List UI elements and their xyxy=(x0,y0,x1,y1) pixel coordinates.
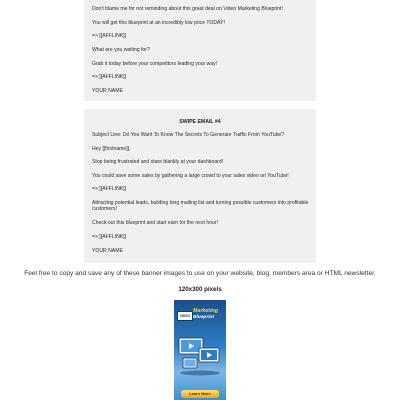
banner-size-label: 120x300 pixels xyxy=(178,286,222,293)
email-signature: YOUR NAME xyxy=(92,248,123,254)
email-signature: YOUR NAME xyxy=(92,88,123,94)
banner-learn-more-button[interactable]: Learn More xyxy=(181,390,219,398)
banner-video-badge: VIDEO xyxy=(177,311,193,321)
email-affiliate-link: => [[AFFLINK]] xyxy=(92,74,126,80)
email-affiliate-link: => [[AFFLINK]] xyxy=(92,186,126,192)
banner-usage-notice: Feel free to copy and save any of these banner images to use on your website, blog, members area or HTML newsletter. xyxy=(24,270,376,277)
email-line: What are you waiting for? xyxy=(92,47,150,53)
email-line: Stop being frustrated and stare blankly at your dashboard! xyxy=(92,159,224,165)
banner-devices-illustration xyxy=(177,334,223,376)
email-line: You could save some sales by gathering a large crowd to your sales video on YouTube! xyxy=(92,173,289,179)
email-subject-line: Subject Line: Do You Want To Know The Secrets To Generate Traffic From YouTube? xyxy=(92,132,285,138)
banner-logo xyxy=(176,303,224,325)
banner-title-line2: Blueprint xyxy=(193,315,215,320)
banner-title-line1: Marketing xyxy=(193,308,219,314)
email-line: You will get this blueprint at an incredibly low price TODAY! xyxy=(92,20,225,26)
email-affiliate-link: => [[AFFLINK]] xyxy=(92,33,126,39)
swipe-email-box-4 xyxy=(84,109,316,263)
email-greeting: Hey [[firstname]], xyxy=(92,146,131,152)
email-line: Attracting potential leads, building long mailing list and turning possible customers into profitable customers! xyxy=(92,200,310,213)
email-line: Check out this blueprint and start earn for the next hour! xyxy=(92,220,219,226)
swipe-email-box-3 xyxy=(84,0,316,101)
email-line: Don't blame me for not reminding about this great deal on Video Marketing Blueprint! xyxy=(92,6,283,12)
email-line: Grab it today before your competitors leading your way! xyxy=(92,61,218,67)
banner-image-120x300[interactable] xyxy=(174,300,226,400)
swipe-email-heading: SWIPE EMAIL #4 xyxy=(179,119,221,125)
email-affiliate-link: => [[AFFLINK]] xyxy=(92,234,126,240)
